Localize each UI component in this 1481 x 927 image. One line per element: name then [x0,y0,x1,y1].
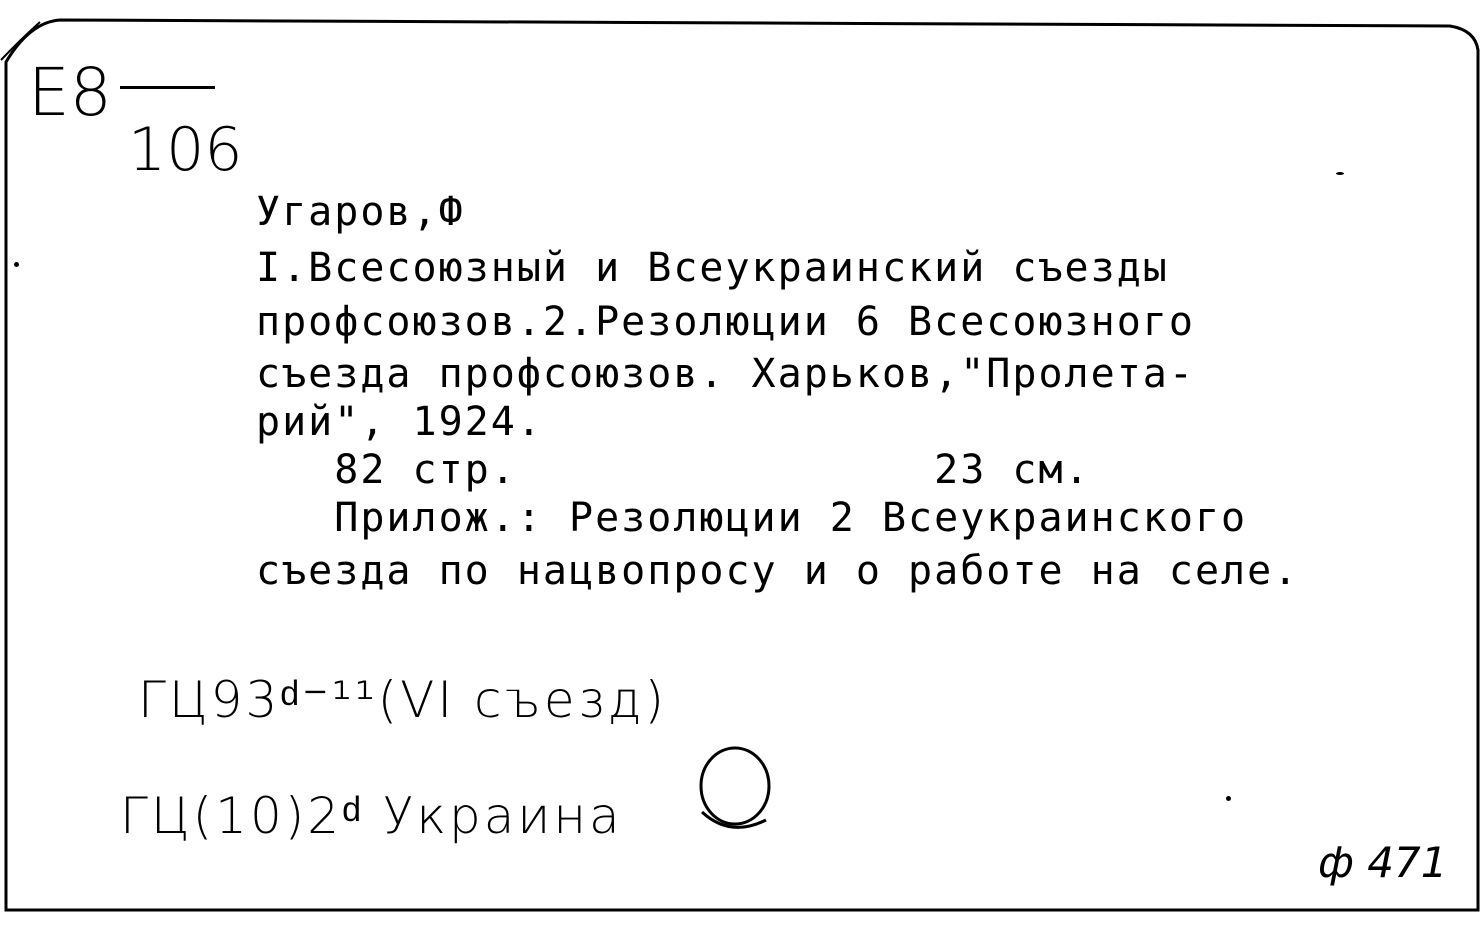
fond-number: ф 471 [1318,838,1448,887]
author-line: Угаров,Ф [256,189,465,235]
ink-speck [14,262,19,267]
title-line-4: рий", 1924. [256,399,543,445]
title-line-1: I.Всесоюзный и Всеукраинский съезды [256,245,1169,291]
shelf-mark-number: 106 [128,115,243,185]
ink-speck [1226,796,1231,801]
handwritten-circle-mark [690,742,780,842]
handwritten-classification-code-1: ГЦ93ᵈ⁻¹¹(VI съезд) [138,671,667,729]
pagination-line: 82 стр. 23 см. [256,447,1091,493]
ink-speck [1336,172,1344,175]
shelf-mark-fraction-bar [120,86,215,89]
handwritten-classification-code-2: ГЦ(10)2ᵈ Украина [120,787,623,845]
appendix-line-1: Прилож.: Резолюции 2 Всеукраинского [256,495,1248,541]
title-line-3: съезда профсоюзов. Харьков,"Пролета- [256,351,1195,397]
shelf-mark: E8 [28,54,112,131]
title-line-2: профсоюзов.2.Резолюции 6 Всесоюзного [256,299,1195,345]
appendix-line-2: съезда по нацвопросу и о работе на селе. [256,548,1300,594]
